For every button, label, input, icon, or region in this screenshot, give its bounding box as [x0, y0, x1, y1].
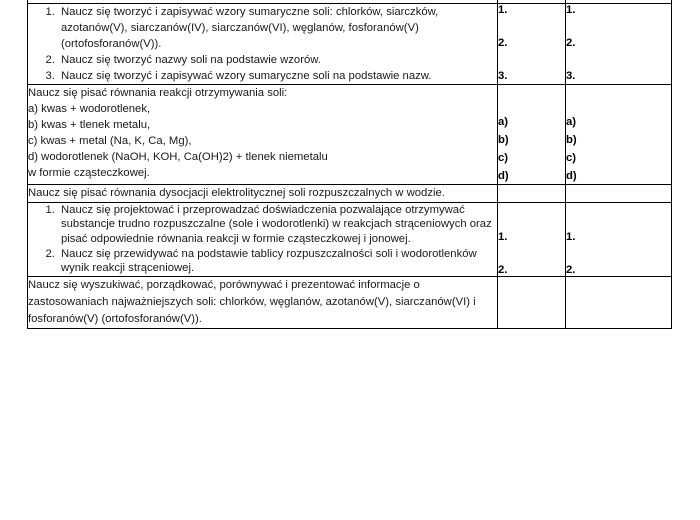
- list-item: 2. Naucz się tworzyć nazwy soli na podstawie wzorów.: [58, 52, 497, 68]
- marker-item[interactable]: 1.: [498, 230, 508, 243]
- marker-item[interactable]: 2.: [498, 263, 508, 276]
- marker-item[interactable]: 1.: [566, 230, 576, 243]
- marker-cell-column-1[interactable]: [498, 202, 566, 276]
- marker-item[interactable]: 2.: [498, 37, 508, 49]
- marker-item[interactable]: 3.: [498, 70, 508, 82]
- table-row: [28, 85, 672, 185]
- text-line: w formie cząsteczkowej.: [28, 167, 150, 180]
- marker-item[interactable]: 1.: [498, 4, 508, 16]
- paragraph-text: Naucz się wyszukiwać, porządkować, porównywać i prezentować informacje o zastosowaniach najważniejszych soli: chlorków, węglanów, azotanów(V), siarczanów(VI) i fosforanów(V) (ortofosforanów(V)).: [28, 279, 476, 325]
- objective-list: [28, 203, 497, 276]
- marker-cell-column-2[interactable]: [566, 184, 672, 202]
- marker-cell-column-2[interactable]: [566, 85, 672, 185]
- marker-cell-column-2[interactable]: [566, 277, 672, 329]
- table-row: [28, 184, 672, 202]
- marker-cell-column-1[interactable]: [498, 277, 566, 329]
- marker-cell-column-1[interactable]: [498, 4, 566, 85]
- marker-item[interactable]: d): [498, 169, 509, 182]
- marker-item[interactable]: 1.: [566, 4, 576, 16]
- objective-description-cell: [28, 85, 498, 185]
- objective-list: [28, 4, 497, 84]
- marker-item[interactable]: 2.: [566, 37, 576, 49]
- text-line: Naucz się pisać równania reakcji otrzymywania soli:: [28, 87, 288, 100]
- table-row: [28, 202, 672, 276]
- marker-item[interactable]: c): [566, 151, 577, 164]
- marker-item[interactable]: a): [566, 116, 577, 129]
- marker-item[interactable]: d): [566, 169, 577, 182]
- table-row: [28, 277, 672, 329]
- marker-item[interactable]: b): [498, 134, 509, 147]
- marker-item[interactable]: 2.: [566, 263, 576, 276]
- marker-item[interactable]: b): [566, 134, 577, 147]
- table-row: [28, 4, 672, 85]
- paragraph-text: Naucz się pisać równania dysocjacji elektrolitycznej soli rozpuszczalnych w wodzie.: [28, 186, 445, 199]
- text-line: a) kwas + wodorotlenek,: [28, 103, 151, 116]
- text-line: c) kwas + metal (Na, K, Ca, Mg),: [28, 135, 192, 148]
- list-item: 1. Naucz się tworzyć i zapisywać wzory sumaryczne soli: chlorków, siarczków, azotanów(V), siarczanów(IV), siarczanów(VI), węglanów, fosforanów(V) (ortofosforanów(V)).: [58, 4, 497, 52]
- objective-description-cell: [28, 184, 498, 202]
- learning-objectives-table: [27, 0, 672, 329]
- objective-description-cell: [28, 4, 498, 85]
- marker-item[interactable]: a): [498, 116, 509, 129]
- marker-cell-column-2[interactable]: [566, 202, 672, 276]
- list-item: 1. Naucz się projektować i przeprowadzać doświadczenia pozwalające otrzymywać substancje trudno rozpuszczalne (sole i wodorotlenki) w reakcjach strąceniowych oraz pisać odpowiednie równania reakcji w formie cząsteczkowej i jonowej.: [58, 203, 497, 247]
- text-line: b) kwas + tlenek metalu,: [28, 119, 151, 132]
- text-line: d) wodorotlenek (NaOH, KOH, Ca(OH)2) + tlenek niemetalu: [28, 151, 328, 164]
- marker-item[interactable]: c): [498, 151, 509, 164]
- objective-description-cell: [28, 202, 498, 276]
- marker-cell-column-1[interactable]: [498, 85, 566, 185]
- list-item: 3. Naucz się tworzyć i zapisywać wzory sumaryczne soli na podstawie nazw.: [58, 68, 497, 84]
- list-item: 2. Naucz się przewidywać na podstawie tablicy rozpuszczalności soli i wodorotlenków wynik reakcji strąceniowej.: [58, 247, 497, 276]
- marker-item[interactable]: 3.: [566, 70, 576, 82]
- objective-description-cell: [28, 277, 498, 329]
- marker-cell-column-1[interactable]: [498, 184, 566, 202]
- marker-cell-column-2[interactable]: [566, 4, 672, 85]
